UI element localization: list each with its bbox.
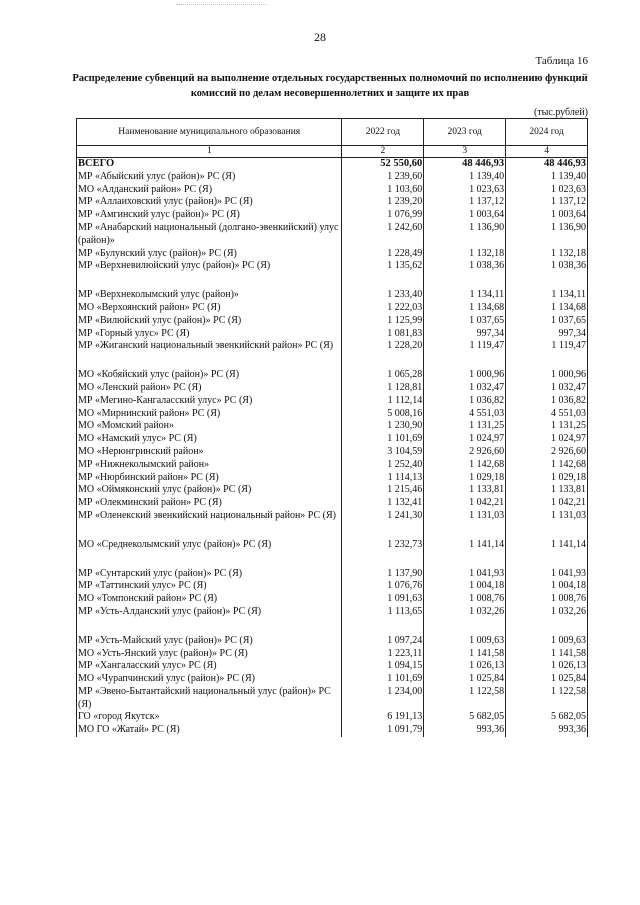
value-2022: 1 252,40 — [342, 459, 424, 472]
value-2024: 1 026,13 — [506, 660, 588, 673]
value-2023: 1 025,84 — [424, 673, 506, 686]
value-2024: 1 141,14 — [506, 539, 588, 552]
spacer-row — [77, 523, 588, 539]
value-2024: 1 131,25 — [506, 420, 588, 433]
value-2023: 1 038,36 — [424, 260, 506, 273]
value-2023: 1 131,03 — [424, 510, 506, 523]
municipality-name: МО «Кобяйский улус (район)» РС (Я) — [77, 369, 342, 382]
header-2022: 2022 год — [342, 119, 424, 146]
value-2024: 1 036,82 — [506, 395, 588, 408]
value-2022: 1 128,81 — [342, 382, 424, 395]
value-2024: 1 042,21 — [506, 497, 588, 510]
value-2024: 5 682,05 — [506, 711, 588, 724]
table-label: Таблица 16 — [535, 55, 588, 67]
value-2023: 4 551,03 — [424, 408, 506, 421]
value-2024: 1 032,26 — [506, 606, 588, 619]
value-2023: 1 024,97 — [424, 433, 506, 446]
table-row — [77, 711, 588, 724]
value-2024: 1 008,76 — [506, 593, 588, 606]
table-row — [77, 484, 588, 497]
value-2024: 1 142,68 — [506, 459, 588, 472]
value-2022: 1 112,14 — [342, 395, 424, 408]
value-2022: 1 101,69 — [342, 673, 424, 686]
header-2024: 2024 год — [506, 119, 588, 146]
municipality-name: МР «Верхневилюйский улус (район)» РС (Я) — [77, 260, 342, 273]
value-2023: 5 682,05 — [424, 711, 506, 724]
value-2022: 1 091,63 — [342, 593, 424, 606]
value-2022: 1 097,24 — [342, 635, 424, 648]
spacer-cell — [342, 523, 424, 539]
value-2023: 1 133,81 — [424, 484, 506, 497]
value-2024: 1 119,47 — [506, 340, 588, 353]
header-2023: 2023 год — [424, 119, 506, 146]
municipality-name: МО «Усть-Янский улус (район)» РС (Я) — [77, 648, 342, 661]
value-2023: 1 032,47 — [424, 382, 506, 395]
table-row — [77, 433, 588, 446]
value-2022: 1 233,40 — [342, 289, 424, 302]
value-2022: 1 239,60 — [342, 171, 424, 184]
value-2023: 1 032,26 — [424, 606, 506, 619]
spacer-cell — [506, 353, 588, 369]
spacer-cell — [342, 273, 424, 289]
municipality-name: ГО «город Якутск» — [77, 711, 342, 724]
value-2024: 1 137,12 — [506, 196, 588, 209]
table-row — [77, 606, 588, 619]
value-2022: 1 094,15 — [342, 660, 424, 673]
value-2024: 1 024,97 — [506, 433, 588, 446]
value-2022: 1 223,11 — [342, 648, 424, 661]
value-2024: 993,36 — [506, 724, 588, 737]
subvention-table — [76, 118, 588, 737]
spacer-row — [77, 619, 588, 635]
municipality-name: МО «Оймяконский улус (район)» РС (Я) — [77, 484, 342, 497]
table-row — [77, 539, 588, 552]
table-row — [77, 686, 588, 712]
table-row — [77, 497, 588, 510]
spacer-cell — [77, 523, 342, 539]
table-row — [77, 510, 588, 523]
value-2024: 1 132,18 — [506, 248, 588, 261]
table-row — [77, 446, 588, 459]
municipality-name: МР «Анабарский национальный (долгано-эвенкийский) улус (район)» — [77, 222, 342, 248]
spacer-cell — [506, 619, 588, 635]
value-2022: 1 242,60 — [342, 222, 424, 248]
municipality-name: МО «Ленский район» РС (Я) — [77, 382, 342, 395]
municipality-name: МР «Эвено-Бытантайский национальный улус (район)» РС (Я) — [77, 686, 342, 712]
municipality-name: МР «Оленекский эвенкийский национальный район» РС (Я) — [77, 510, 342, 523]
value-2022: 3 104,59 — [342, 446, 424, 459]
value-2022: 1 132,41 — [342, 497, 424, 510]
value-2024: 1 025,84 — [506, 673, 588, 686]
table-row — [77, 472, 588, 485]
municipality-name: МО ГО «Жатай» РС (Я) — [77, 724, 342, 737]
value-2023: 1 132,18 — [424, 248, 506, 261]
municipality-name: МР «Мегино-Кангаласский улус» РС (Я) — [77, 395, 342, 408]
value-2023: 993,36 — [424, 724, 506, 737]
value-2024: 1 133,81 — [506, 484, 588, 497]
value-2022: 1 076,76 — [342, 580, 424, 593]
municipality-name: МР «Верхнеколымский улус (район)» — [77, 289, 342, 302]
value-2024: 1 000,96 — [506, 369, 588, 382]
table-row — [77, 580, 588, 593]
value-2022: 1 081,83 — [342, 328, 424, 341]
table-row — [77, 171, 588, 184]
value-2022: 5 008,16 — [342, 408, 424, 421]
municipality-name: МР «Нижнеколымский район» — [77, 459, 342, 472]
value-2022: 1 239,20 — [342, 196, 424, 209]
table-row — [77, 196, 588, 209]
table-row — [77, 382, 588, 395]
value-2023: 1 036,82 — [424, 395, 506, 408]
municipality-name: МР «Сунтарский улус (район)» РС (Я) — [77, 568, 342, 581]
value-2024: 1 041,93 — [506, 568, 588, 581]
total-label: ВСЕГО — [77, 158, 342, 171]
spacer-cell — [342, 552, 424, 568]
value-2023: 1 131,25 — [424, 420, 506, 433]
value-2022: 1 230,90 — [342, 420, 424, 433]
value-2023: 1 137,12 — [424, 196, 506, 209]
value-2022: 1 065,28 — [342, 369, 424, 382]
value-2023: 1 026,13 — [424, 660, 506, 673]
municipality-name: МР «Таттинский улус» РС (Я) — [77, 580, 342, 593]
value-2022: 1 135,62 — [342, 260, 424, 273]
municipality-name: МО «Среднеколымский улус (район)» РС (Я) — [77, 539, 342, 552]
municipality-name: МР «Булунский улус (район)» РС (Я) — [77, 248, 342, 261]
value-2024: 1 131,03 — [506, 510, 588, 523]
municipality-name: МР «Абыйский улус (район)» РС (Я) — [77, 171, 342, 184]
value-2024: 1 032,47 — [506, 382, 588, 395]
municipality-name: МР «Горный улус» РС (Я) — [77, 328, 342, 341]
municipality-name: МР «Хангаласский улус» РС (Я) — [77, 660, 342, 673]
value-2023: 997,34 — [424, 328, 506, 341]
table-row — [77, 660, 588, 673]
spacer-row — [77, 552, 588, 568]
total-2022: 52 550,60 — [342, 158, 424, 171]
table-body — [77, 158, 588, 738]
value-2023: 2 926,60 — [424, 446, 506, 459]
table-row — [77, 369, 588, 382]
column-number-2: 2 — [342, 146, 424, 158]
value-2022: 1 076,99 — [342, 209, 424, 222]
value-2022: 1 215,46 — [342, 484, 424, 497]
table-row — [77, 340, 588, 353]
spacer-cell — [342, 353, 424, 369]
table-row — [77, 724, 588, 737]
table-row — [77, 248, 588, 261]
value-2022: 1 232,73 — [342, 539, 424, 552]
value-2023: 1 142,68 — [424, 459, 506, 472]
value-2023: 1 003,64 — [424, 209, 506, 222]
value-2023: 1 037,65 — [424, 315, 506, 328]
spacer-cell — [506, 273, 588, 289]
value-2024: 1 134,68 — [506, 302, 588, 315]
value-2023: 1 042,21 — [424, 497, 506, 510]
value-2024: 1 038,36 — [506, 260, 588, 273]
total-row — [77, 158, 588, 171]
value-2022: 1 101,69 — [342, 433, 424, 446]
value-2022: 1 228,20 — [342, 340, 424, 353]
value-2023: 1 134,68 — [424, 302, 506, 315]
scan-artifact — [176, 4, 266, 6]
spacer-cell — [77, 353, 342, 369]
table-row — [77, 395, 588, 408]
table-row — [77, 315, 588, 328]
municipality-name: МО «Мирнинский район» РС (Я) — [77, 408, 342, 421]
value-2024: 1 122,58 — [506, 686, 588, 712]
value-2024: 2 926,60 — [506, 446, 588, 459]
value-2022: 1 125,99 — [342, 315, 424, 328]
municipality-name: МР «Жиганский национальный эвенкийский район» РС (Я) — [77, 340, 342, 353]
table-row — [77, 593, 588, 606]
value-2024: 1 136,90 — [506, 222, 588, 248]
municipality-name: МО «Верхоянский район» РС (Я) — [77, 302, 342, 315]
table-row — [77, 209, 588, 222]
value-2024: 1 023,63 — [506, 184, 588, 197]
value-2023: 1 141,14 — [424, 539, 506, 552]
spacer-cell — [506, 552, 588, 568]
table-row — [77, 459, 588, 472]
value-2023: 1 029,18 — [424, 472, 506, 485]
value-2024: 1 134,11 — [506, 289, 588, 302]
spacer-cell — [424, 523, 506, 539]
municipality-name: МО «Чурапчинский улус (район)» РС (Я) — [77, 673, 342, 686]
value-2023: 1 009,63 — [424, 635, 506, 648]
spacer-cell — [424, 353, 506, 369]
municipality-name: МО «Алданский район» РС (Я) — [77, 184, 342, 197]
municipality-name: МР «Усть-Алданский улус (район)» РС (Я) — [77, 606, 342, 619]
spacer-cell — [506, 523, 588, 539]
table-row — [77, 420, 588, 433]
value-2024: 1 004,18 — [506, 580, 588, 593]
value-2024: 1 029,18 — [506, 472, 588, 485]
document-title: Распределение субвенций на выполнение отдельных государственных полномочий по исполнению функций комиссий по делам несовершеннолетних и защите их прав — [72, 73, 588, 99]
value-2023: 1 122,58 — [424, 686, 506, 712]
municipality-name: МР «Нюрбинский район» РС (Я) — [77, 472, 342, 485]
table-row — [77, 328, 588, 341]
value-2022: 1 114,13 — [342, 472, 424, 485]
municipality-name: МР «Усть-Майский улус (район)» РС (Я) — [77, 635, 342, 648]
total-2024: 48 446,93 — [506, 158, 588, 171]
column-number-1: 1 — [77, 146, 342, 158]
value-2022: 1 103,60 — [342, 184, 424, 197]
spacer-row — [77, 273, 588, 289]
municipality-name: МР «Вилюйский улус (район)» РС (Я) — [77, 315, 342, 328]
value-2023: 1 134,11 — [424, 289, 506, 302]
table-row — [77, 289, 588, 302]
value-2023: 1 041,93 — [424, 568, 506, 581]
value-2024: 1 139,40 — [506, 171, 588, 184]
value-2022: 1 113,65 — [342, 606, 424, 619]
page-number: 28 — [314, 30, 326, 44]
column-number-3: 3 — [424, 146, 506, 158]
value-2022: 1 222,03 — [342, 302, 424, 315]
table-row — [77, 673, 588, 686]
value-2023: 1 023,63 — [424, 184, 506, 197]
municipality-name: МО «Нерюнгринский район» — [77, 446, 342, 459]
header-municipality: Наименование муниципального образования — [77, 119, 342, 146]
spacer-row — [77, 353, 588, 369]
municipality-name: МР «Амгинский улус (район)» РС (Я) — [77, 209, 342, 222]
table-row — [77, 408, 588, 421]
total-2023: 48 446,93 — [424, 158, 506, 171]
value-2023: 1 119,47 — [424, 340, 506, 353]
table-row — [77, 302, 588, 315]
value-2022: 1 137,90 — [342, 568, 424, 581]
municipality-name: МО «Намский улус» РС (Я) — [77, 433, 342, 446]
value-2023: 1 141,58 — [424, 648, 506, 661]
value-2022: 1 228,49 — [342, 248, 424, 261]
municipality-name: МР «Олекминский район» РС (Я) — [77, 497, 342, 510]
value-2023: 1 139,40 — [424, 171, 506, 184]
value-2024: 1 141,58 — [506, 648, 588, 661]
table-row — [77, 260, 588, 273]
table-row — [77, 184, 588, 197]
value-2024: 1 037,65 — [506, 315, 588, 328]
table-row — [77, 648, 588, 661]
spacer-cell — [424, 619, 506, 635]
value-2023: 1 136,90 — [424, 222, 506, 248]
value-2022: 1 241,30 — [342, 510, 424, 523]
spacer-cell — [424, 273, 506, 289]
table-row — [77, 635, 588, 648]
table-row — [77, 222, 588, 248]
value-2022: 6 191,13 — [342, 711, 424, 724]
spacer-cell — [77, 619, 342, 635]
value-2023: 1 008,76 — [424, 593, 506, 606]
table-row — [77, 568, 588, 581]
municipality-name: МО «Момский район» — [77, 420, 342, 433]
value-2024: 1 009,63 — [506, 635, 588, 648]
spacer-cell — [77, 273, 342, 289]
value-2022: 1 234,00 — [342, 686, 424, 712]
value-2024: 4 551,03 — [506, 408, 588, 421]
value-2023: 1 004,18 — [424, 580, 506, 593]
value-2024: 1 003,64 — [506, 209, 588, 222]
value-2024: 997,34 — [506, 328, 588, 341]
municipality-name: МР «Аллаиховский улус (район)» РС (Я) — [77, 196, 342, 209]
units-label: (тыс.рублей) — [533, 107, 588, 118]
value-2023: 1 000,96 — [424, 369, 506, 382]
column-number-4: 4 — [506, 146, 588, 158]
value-2022: 1 091,79 — [342, 724, 424, 737]
spacer-cell — [424, 552, 506, 568]
spacer-cell — [77, 552, 342, 568]
spacer-cell — [342, 619, 424, 635]
municipality-name: МО «Томпонский район» РС (Я) — [77, 593, 342, 606]
